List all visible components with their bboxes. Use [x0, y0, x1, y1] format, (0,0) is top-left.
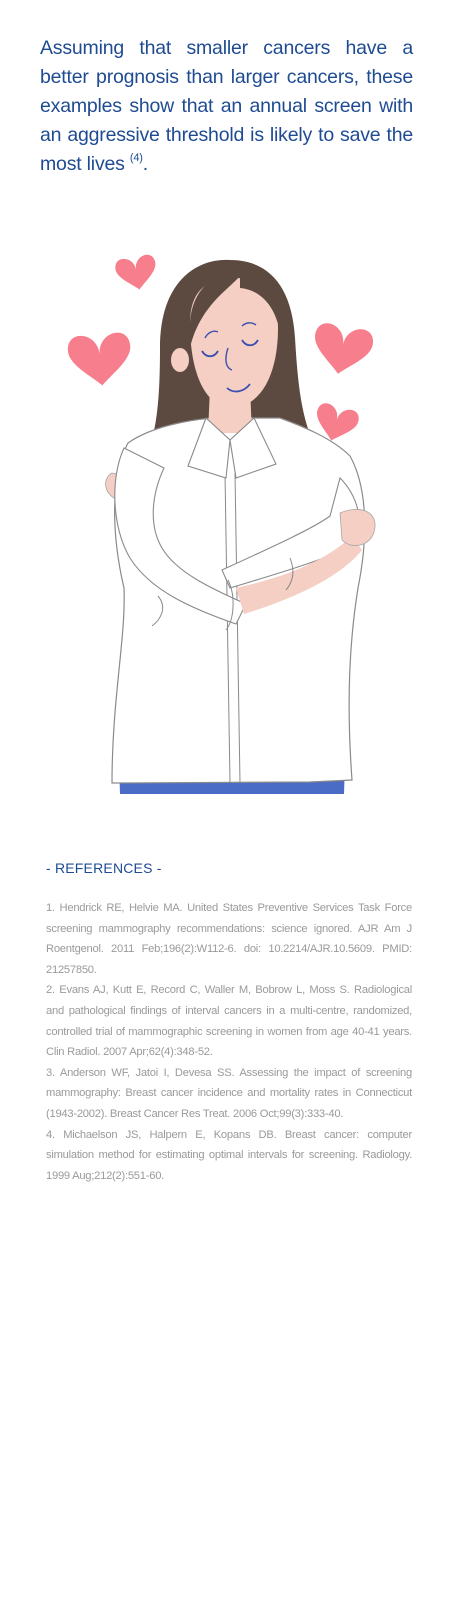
heart-icon — [114, 253, 160, 293]
intro-text: Assuming that smaller cancers have a better prognosis than larger cancers, these examples show that an annual screen with an aggressive threshold is likely to save the most lives — [40, 37, 413, 175]
reference-item: 2. Evans AJ, Kutt E, Record C, Waller M, Bobrow L, Moss S. Radiological and pathological findings of interval cancers in a multi-centre, randomized, controlled trial of mammographic screening in women from age 40-41 years. Clin Radiol. 2007 Apr;62(4):348-52. — [46, 984, 412, 1059]
intro-paragraph — [40, 34, 413, 179]
reference-item: 4. Michaelson JS, Halpern E, Kopans DB. Breast cancer: computer simulation method for estimating optimal intervals for screening. Radiology. 1999 Aug;212(2):551-60. — [46, 1128, 412, 1182]
heart-icon — [309, 321, 375, 378]
heart-icon — [67, 332, 134, 389]
references-heading: - REFERENCES - — [46, 860, 162, 876]
intro-end: . — [142, 153, 148, 175]
citation-marker: (4) — [129, 151, 143, 164]
woman-hugging-herself-illustration — [40, 228, 413, 813]
references-list — [46, 898, 412, 1186]
reference-item: 1. Hendrick RE, Helvie MA. United States Preventive Services Task Force screening mammography recommendations: science ignored. AJR Am J Roentgenol. 2011 Feb;196(2):W112-6. doi: 10.2214/AJR.10.5609. PMID: 21257850. — [46, 902, 412, 976]
reference-item: 3. Anderson WF, Jatoi I, Devesa SS. Assessing the impact of screening mammography: Breast cancer incidence and mortality rates in Connecticut (1943-2002). Breast Cancer Res Treat. 2006 Oct;99(3):333-40. — [46, 1066, 412, 1120]
